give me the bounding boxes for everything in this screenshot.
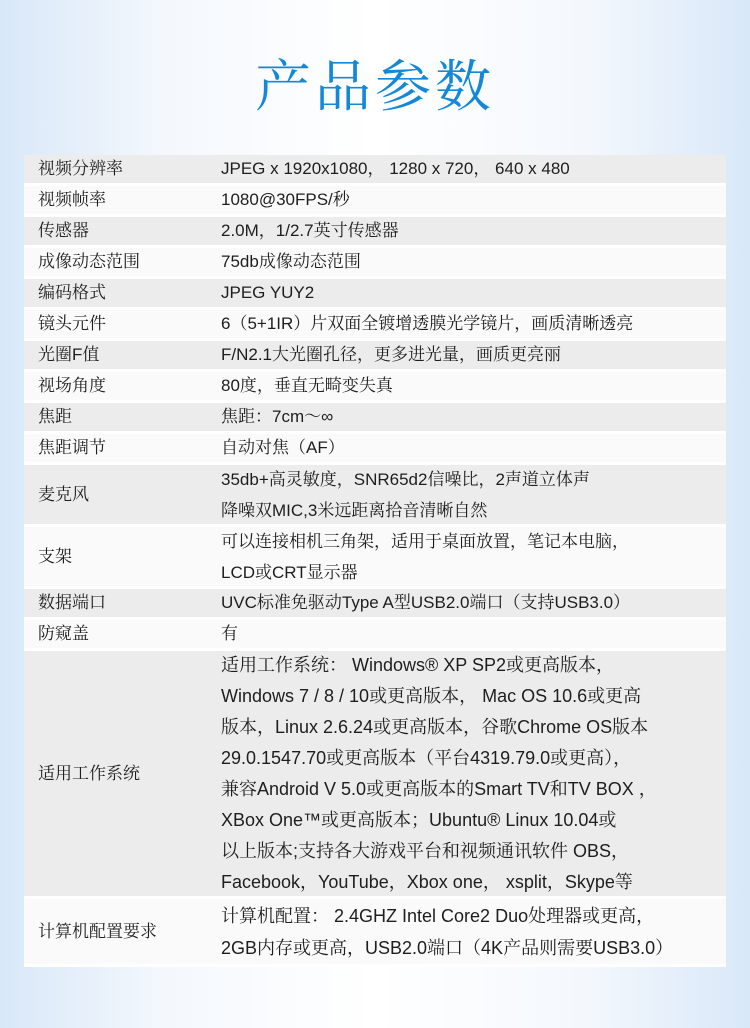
spec-row <box>24 155 726 186</box>
spec-label: 成像动态范围 <box>38 252 140 271</box>
spec-value: 适用工作系统： Windows® XP SP2或更高版本， Windows 7 / 8 / 10或更高版本， Mac OS 10.6或更高 版本，Linux 2.6.24或更高版本，谷歌Chrome OS版本 29.0.1547.70或更高版本（平台4319.79.0或更高）， 兼容Android V 5.0或更高版本的Smart TV和TV BOX ， XBox One™或更高版本；Ubuntu® Linux 10.04或 以上版本;支持各大游戏平台和视频通讯软件 OBS， Facebook，YouTube，Xbox one， xsplit，Skype等 <box>221 654 657 892</box>
spec-label: 编码格式 <box>38 283 106 302</box>
spec-row <box>24 589 726 620</box>
spec-label: 麦克风 <box>38 484 89 504</box>
spec-row <box>24 341 726 372</box>
spec-label: 视频分辨率 <box>38 159 123 178</box>
spec-value: 2.0M，1/2.7英寸传感器 <box>221 221 399 240</box>
spec-value: JPEG YUY2 <box>221 283 315 302</box>
spec-label: 适用工作系统 <box>38 763 140 783</box>
spec-value: 计算机配置： 2.4GHZ Intel Core2 Duo处理器或更高， 2GB内存或更高，USB2.0端口（4K产品则需要USB3.0） <box>221 905 674 958</box>
spec-label: 支架 <box>38 546 72 566</box>
spec-label: 焦距 <box>38 407 72 426</box>
spec-value: 75db成像动态范围 <box>221 252 361 271</box>
spec-row <box>24 620 726 651</box>
spec-label: 防窥盖 <box>38 624 89 643</box>
spec-value: 自动对焦（AF） <box>221 438 345 457</box>
spec-label: 计算机配置要求 <box>38 921 157 941</box>
spec-value: 有 <box>221 624 238 643</box>
spec-row <box>24 434 726 465</box>
spec-row <box>24 527 726 589</box>
spec-row <box>24 372 726 403</box>
spec-value: 35db+高灵敏度，SNR65d2信噪比，2声道立体声 降噪双MIC,3米远距离拾音清晰自然 <box>221 469 590 520</box>
spec-row <box>24 465 726 527</box>
spec-label: 传感器 <box>38 221 89 240</box>
spec-value: 80度，垂直无畸变失真 <box>221 376 393 395</box>
spec-value: 1080@30FPS/秒 <box>221 190 350 209</box>
spec-row <box>24 279 726 310</box>
spec-label: 视频帧率 <box>38 190 106 209</box>
spec-value: 6（5+1IR）片双面全镀增透膜光学镜片，画质清晰透亮 <box>221 314 634 333</box>
spec-value: JPEG x 1920x1080， 1280 x 720， 640 x 480 <box>221 159 570 178</box>
page-title: 产品参数 <box>255 55 495 120</box>
spec-value: 焦距：7cm～∞ <box>221 407 334 426</box>
spec-label: 光圈F值 <box>38 345 100 364</box>
spec-value: F/N2.1大光圈孔径，更多进光量，画质更亮丽 <box>221 345 562 364</box>
spec-value: 可以连接相机三角架，适用于桌面放置，笔记本电脑， LCD或CRT显示器 <box>221 531 629 582</box>
spec-table <box>24 155 726 967</box>
spec-row <box>24 217 726 248</box>
spec-row <box>24 403 726 434</box>
spec-value: UVC标准免驱动Type A型USB2.0端口（支持USB3.0） <box>221 593 631 612</box>
spec-row <box>24 310 726 341</box>
spec-label: 数据端口 <box>38 593 106 612</box>
spec-row <box>24 651 726 899</box>
spec-row <box>24 899 726 967</box>
spec-label: 镜头元件 <box>38 314 106 333</box>
spec-row <box>24 186 726 217</box>
spec-label: 视场角度 <box>38 376 106 395</box>
spec-label: 焦距调节 <box>38 438 106 457</box>
spec-row <box>24 248 726 279</box>
